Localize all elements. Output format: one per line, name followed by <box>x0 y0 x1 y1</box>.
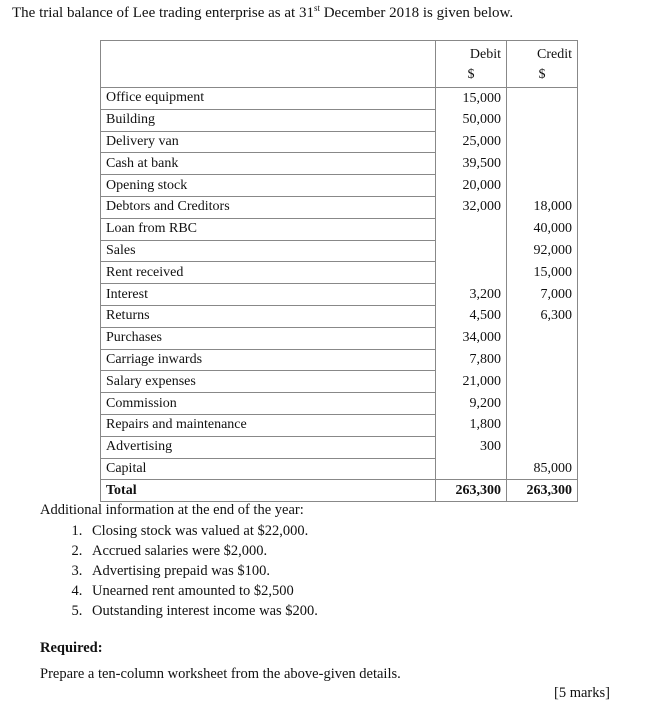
debit-value: 25,000 <box>436 131 507 153</box>
credit-value: 6,300 <box>507 305 578 327</box>
debit-value: 50,000 <box>436 109 507 131</box>
table-row <box>101 196 578 218</box>
account-name: Returns <box>101 305 436 327</box>
table-row <box>101 327 578 349</box>
table-row <box>101 218 578 240</box>
account-name: Carriage inwards <box>101 349 436 371</box>
account-name: Sales <box>101 240 436 262</box>
account-name: Loan from RBC <box>101 218 436 240</box>
credit-value <box>507 436 578 458</box>
debit-value: 300 <box>436 436 507 458</box>
header-credit-unit: $ <box>507 63 578 88</box>
list-item: 2. Accrued salaries were $2,000. <box>86 541 318 561</box>
account-name: Delivery van <box>101 131 436 153</box>
header-credit: Credit <box>507 41 578 64</box>
credit-value <box>507 327 578 349</box>
table-row <box>101 436 578 458</box>
header-debit: Debit <box>436 41 507 64</box>
table-row <box>101 305 578 327</box>
credit-value <box>507 131 578 153</box>
debit-value: 21,000 <box>436 371 507 393</box>
trial-balance-body <box>101 88 578 502</box>
table-row <box>101 458 578 480</box>
account-name: Interest <box>101 284 436 306</box>
total-row <box>101 480 578 502</box>
account-name: Commission <box>101 393 436 415</box>
debit-value: 39,500 <box>436 153 507 175</box>
list-item: 3. Advertising prepaid was $100. <box>86 561 318 581</box>
task-instruction: Prepare a ten-column worksheet from the above-given details. <box>40 666 401 682</box>
required-label: Required: <box>40 640 103 656</box>
table-row <box>101 284 578 306</box>
header-blank <box>101 41 436 64</box>
total-label: Total <box>101 480 436 502</box>
debit-value: 34,000 <box>436 327 507 349</box>
credit-value: 7,000 <box>507 284 578 306</box>
credit-value: 85,000 <box>507 458 578 480</box>
credit-value <box>507 371 578 393</box>
credit-value <box>507 88 578 110</box>
credit-value: 40,000 <box>507 218 578 240</box>
credit-value <box>507 153 578 175</box>
account-name: Office equipment <box>101 88 436 110</box>
table-row <box>101 131 578 153</box>
table-row <box>101 240 578 262</box>
credit-value <box>507 349 578 371</box>
debit-value: 9,200 <box>436 393 507 415</box>
list-item: 5. Outstanding interest income was $200. <box>86 601 318 621</box>
table-row <box>101 349 578 371</box>
table-row <box>101 153 578 175</box>
additional-heading: Additional information at the end of the year: <box>40 502 304 518</box>
credit-value: 18,000 <box>507 196 578 218</box>
table-row <box>101 414 578 436</box>
credit-value <box>507 109 578 131</box>
trial-balance-table <box>100 40 578 502</box>
table-row <box>101 393 578 415</box>
account-name: Purchases <box>101 327 436 349</box>
list-item: 1. Closing stock was valued at $22,000. <box>86 521 318 541</box>
table-row <box>101 262 578 284</box>
table-row <box>101 88 578 110</box>
debit-value <box>436 218 507 240</box>
credit-value <box>507 175 578 197</box>
additional-information <box>40 500 318 621</box>
account-name: Building <box>101 109 436 131</box>
debit-value: 1,800 <box>436 414 507 436</box>
debit-value <box>436 240 507 262</box>
debit-value: 4,500 <box>436 305 507 327</box>
total-debit: 263,300 <box>436 480 507 502</box>
table-row <box>101 175 578 197</box>
debit-value: 20,000 <box>436 175 507 197</box>
credit-value <box>507 393 578 415</box>
debit-value: 3,200 <box>436 284 507 306</box>
adjustments-list <box>40 521 318 621</box>
credit-value: 92,000 <box>507 240 578 262</box>
table-row <box>101 109 578 131</box>
intro-text: The trial balance of Lee trading enterprise as at 31st December 2018 is given below. <box>12 3 514 21</box>
account-name: Capital <box>101 458 436 480</box>
debit-value <box>436 458 507 480</box>
credit-value <box>507 414 578 436</box>
total-credit: 263,300 <box>507 480 578 502</box>
debit-value: 7,800 <box>436 349 507 371</box>
debit-value <box>436 262 507 284</box>
account-name: Opening stock <box>101 175 436 197</box>
account-name: Cash at bank <box>101 153 436 175</box>
account-name: Salary expenses <box>101 371 436 393</box>
list-item: 4. Unearned rent amounted to $2,500 <box>86 581 318 601</box>
debit-value: 15,000 <box>436 88 507 110</box>
debit-value: 32,000 <box>436 196 507 218</box>
account-name: Repairs and maintenance <box>101 414 436 436</box>
account-name: Debtors and Creditors <box>101 196 436 218</box>
account-name: Rent received <box>101 262 436 284</box>
account-name: Advertising <box>101 436 436 458</box>
header-debit-unit: $ <box>436 63 507 88</box>
table-row <box>101 371 578 393</box>
credit-value: 15,000 <box>507 262 578 284</box>
marks-label: [5 marks] <box>554 685 610 701</box>
